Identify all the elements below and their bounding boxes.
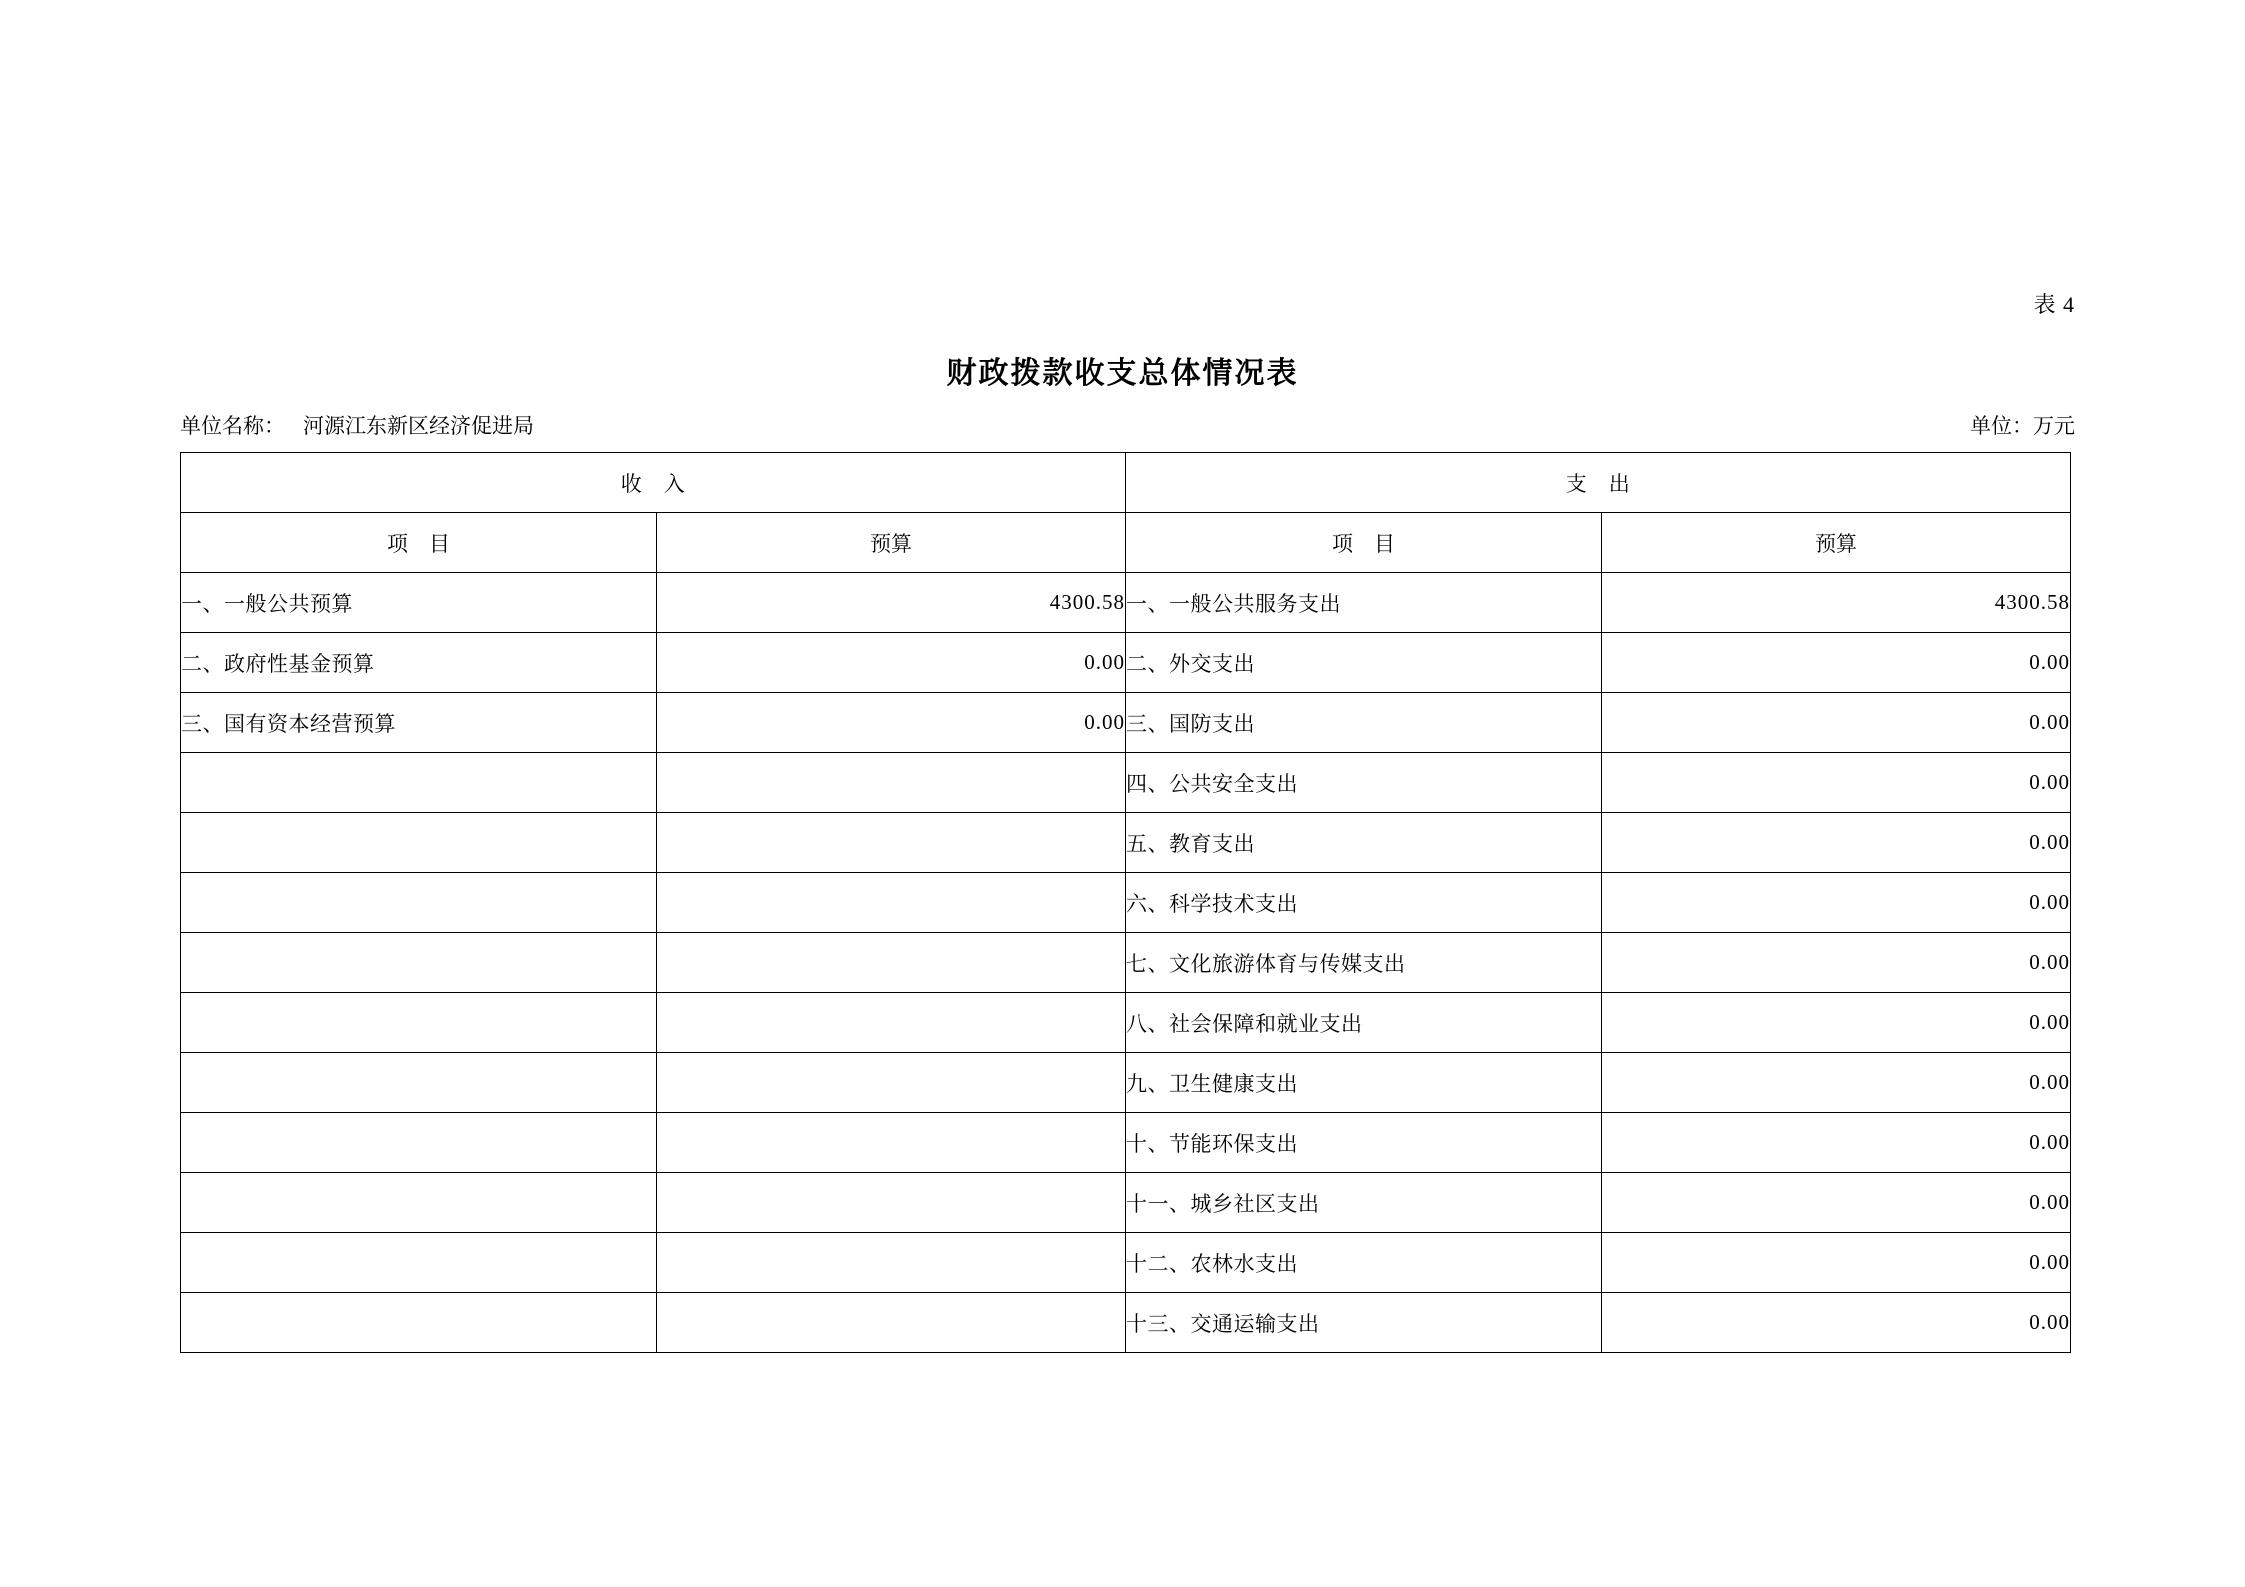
table-row [181, 693, 2071, 753]
income-item-cell [181, 933, 657, 993]
income-budget-cell [657, 1053, 1126, 1113]
expense-budget-cell: 0.00 [1602, 753, 2071, 813]
expense-section-header: 支 出 [1126, 453, 2071, 513]
income-item-cell [181, 1113, 657, 1173]
table-row [181, 1173, 2071, 1233]
unit-name [180, 410, 534, 440]
table-row [181, 873, 2071, 933]
table-row [181, 1233, 2071, 1293]
table-row [181, 993, 2071, 1053]
meta-row [180, 410, 2075, 440]
table-row [181, 573, 2071, 633]
budget-table [180, 452, 2071, 1353]
page-title: 财政拨款收支总体情况表 [946, 356, 1299, 391]
expense-item-cell: 九、卫生健康支出 [1126, 1053, 1602, 1113]
income-item-cell [181, 993, 657, 1053]
expense-item-cell: 四、公共安全支出 [1126, 753, 1602, 813]
expense-budget-cell: 0.00 [1602, 1293, 2071, 1353]
income-budget-cell: 0.00 [657, 633, 1126, 693]
expense-budget-cell: 0.00 [1602, 1233, 2071, 1293]
section-header-row [181, 453, 2071, 513]
expense-item-cell: 七、文化旅游体育与传媒支出 [1126, 933, 1602, 993]
expense-item-cell: 三、国防支出 [1126, 693, 1602, 753]
unit-name-label: 单位名称： [180, 414, 285, 438]
expense-item-header: 项 目 [1126, 513, 1602, 573]
income-budget-cell [657, 873, 1126, 933]
income-section-header: 收 入 [181, 453, 1126, 513]
income-budget-cell: 0.00 [657, 693, 1126, 753]
expense-item-cell: 五、教育支出 [1126, 813, 1602, 873]
expense-item-cell: 一、一般公共服务支出 [1126, 573, 1602, 633]
expense-budget-cell: 0.00 [1602, 933, 2071, 993]
expense-budget-cell: 0.00 [1602, 1113, 2071, 1173]
income-item-cell: 三、国有资本经营预算 [181, 693, 657, 753]
income-item-cell [181, 1233, 657, 1293]
expense-budget-cell: 0.00 [1602, 1053, 2071, 1113]
table-number: 表 4 [2033, 292, 2075, 317]
table-row [181, 753, 2071, 813]
income-item-header: 项 目 [181, 513, 657, 573]
income-item-cell [181, 813, 657, 873]
expense-budget-cell: 0.00 [1602, 813, 2071, 873]
table-row [181, 633, 2071, 693]
income-budget-cell: 4300.58 [657, 573, 1126, 633]
table-row [181, 813, 2071, 873]
expense-item-cell: 十一、城乡社区支出 [1126, 1173, 1602, 1233]
unit-measure: 单位：万元 [1970, 414, 2075, 438]
income-item-cell [181, 1293, 657, 1353]
income-budget-cell [657, 813, 1126, 873]
expense-item-cell: 十三、交通运输支出 [1126, 1293, 1602, 1353]
unit-name-value: 河源江东新区经济促进局 [303, 414, 534, 438]
income-item-cell [181, 1173, 657, 1233]
expense-budget-cell: 0.00 [1602, 693, 2071, 753]
income-item-cell: 一、一般公共预算 [181, 573, 657, 633]
income-budget-cell [657, 933, 1126, 993]
expense-item-cell: 十、节能环保支出 [1126, 1113, 1602, 1173]
income-item-cell [181, 753, 657, 813]
column-header-row [181, 513, 2071, 573]
income-budget-cell [657, 1233, 1126, 1293]
table-row [181, 1293, 2071, 1353]
table-row [181, 1113, 2071, 1173]
expense-item-cell: 六、科学技术支出 [1126, 873, 1602, 933]
expense-budget-cell: 0.00 [1602, 873, 2071, 933]
income-item-cell [181, 1053, 657, 1113]
income-budget-cell [657, 1113, 1126, 1173]
income-budget-header: 预算 [657, 513, 1126, 573]
expense-budget-header: 预算 [1602, 513, 2071, 573]
expense-item-cell: 十二、农林水支出 [1126, 1233, 1602, 1293]
expense-budget-cell: 0.00 [1602, 1173, 2071, 1233]
income-budget-cell [657, 1173, 1126, 1233]
expense-budget-cell: 0.00 [1602, 633, 2071, 693]
expense-budget-cell: 4300.58 [1602, 573, 2071, 633]
income-budget-cell [657, 993, 1126, 1053]
income-budget-cell [657, 753, 1126, 813]
expense-item-cell: 二、外交支出 [1126, 633, 1602, 693]
income-budget-cell [657, 1293, 1126, 1353]
expense-budget-cell: 0.00 [1602, 993, 2071, 1053]
income-item-cell [181, 873, 657, 933]
table-row [181, 1053, 2071, 1113]
expense-item-cell: 八、社会保障和就业支出 [1126, 993, 1602, 1053]
income-item-cell: 二、政府性基金预算 [181, 633, 657, 693]
table-row [181, 933, 2071, 993]
